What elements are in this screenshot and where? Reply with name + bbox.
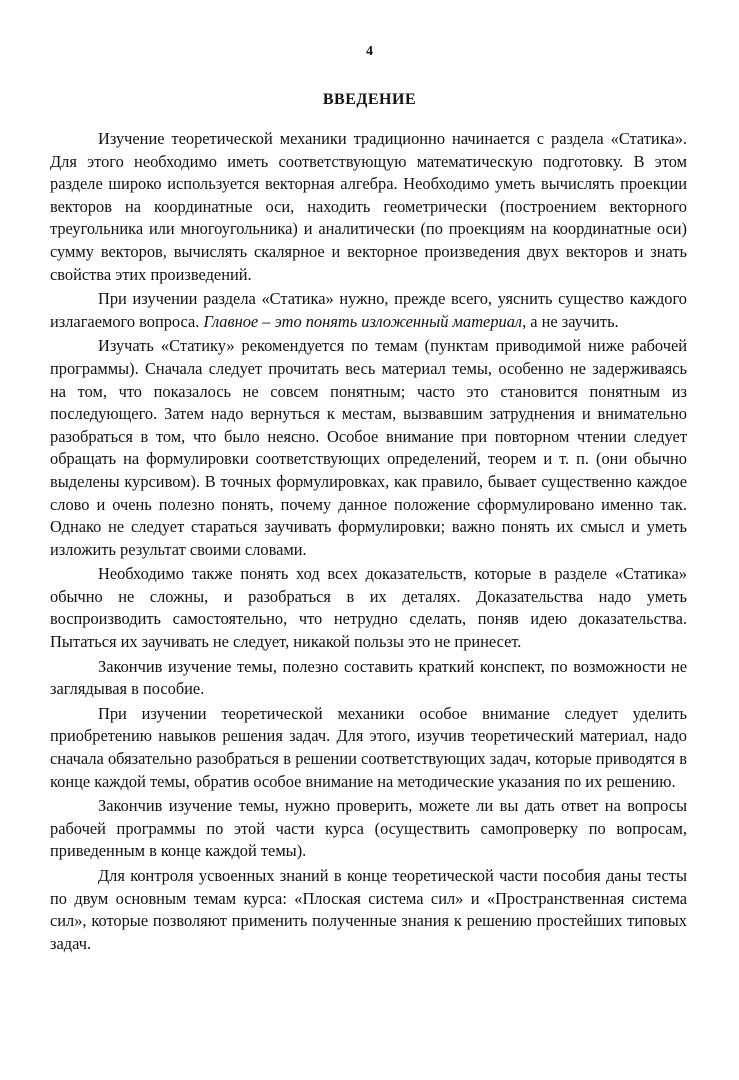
paragraph-proofs: Необходимо также понять ход всех доказательств, которые в разделе «Статика» обычно не сложны, и разобраться в их деталях. Доказательства надо уметь воспроизводить самостоятельно, что нетрудно сделать, поняв идею доказательства. Пытаться их заучивать не следует, никакой пользы это не принесет. (50, 564, 687, 652)
page-number: 4 (366, 44, 373, 59)
emphasis-text: Главное – это понять изложенный материал (203, 311, 523, 331)
paragraph-problem-solving: При изучении теоретической механики особое внимание следует уделить приобретению навыков решения задач. Для этого, изучив теоретический материал, надо сначала обязательно разобраться в решении соответствующих задач, которые приводятся в конце каждой темы, обратив особое внимание на методические указания по их решению. (50, 703, 687, 791)
paragraph-study-method: Изучать «Статику» рекомендуется по темам (пунктам приводимой ниже рабочей программы). Сначала следует прочитать весь материал темы, особенно не задерживаясь на том, что показалось не совсем понятным; часто это становится понятным из последующего. Затем надо вернуться к местам, вызвавшим затруднения и внимательно разобраться в том, что было неясно. Особое внимание при повторном чтении следует обращать на формулировки соответствующих определений, теорем и т. п. (они обычно выделены курсивом). В точных формулировках, как правило, бывает существенно каждое слово и очень полезно понять, почему данное положение сформулировано именно так. Однако не следует стараться заучивать формулировки; важно понять их смысл и уметь изложить результат своими словами. (50, 336, 687, 559)
section-heading: ВВЕДЕНИЕ (322, 91, 417, 108)
paragraph-intro: Изучение теоретической механики традиционно начинается с раздела «Статика». Для этого необходимо иметь соответствующую математическую подготовку. В этом разделе широко используется векторная алгебра. Необходимо уметь вычислять проекции векторов на координатные оси, находить геометрически (построением векторного треугольника или многоугольника) и аналитически (по проекциям на координатные оси) сумму векторов, вычислять скалярное и векторное произведения двух векторов и знать свойства этих произведений. (50, 129, 687, 284)
paragraph-self-check: Закончив изучение темы, нужно проверить, можете ли вы дать ответ на вопросы рабочей программы по этой части курса (осуществить самопроверку по вопросам, приведенным в конце каждой темы). (50, 796, 687, 861)
paragraph-tests: Для контроля усвоенных знаний в конце теоретической части пособия даны тесты по двум основным темам курса: «Плоская система сил» и «Пространственная система сил», которые позволяют применить полученные знания к решению простейших типовых задач. (50, 866, 687, 953)
paragraph-summary: Закончив изучение темы, полезно составить краткий конспект, по возможности не заглядывая в пособие. (50, 656, 687, 699)
paragraph-text: , а не заучить. (522, 311, 619, 331)
paragraph-text: При изучении раздела «Статика» нужно, прежде всего, уяснить существо каждого излагаемого вопроса. (50, 289, 687, 331)
paragraph-statics-study (50, 288, 687, 333)
body-text (50, 128, 687, 957)
